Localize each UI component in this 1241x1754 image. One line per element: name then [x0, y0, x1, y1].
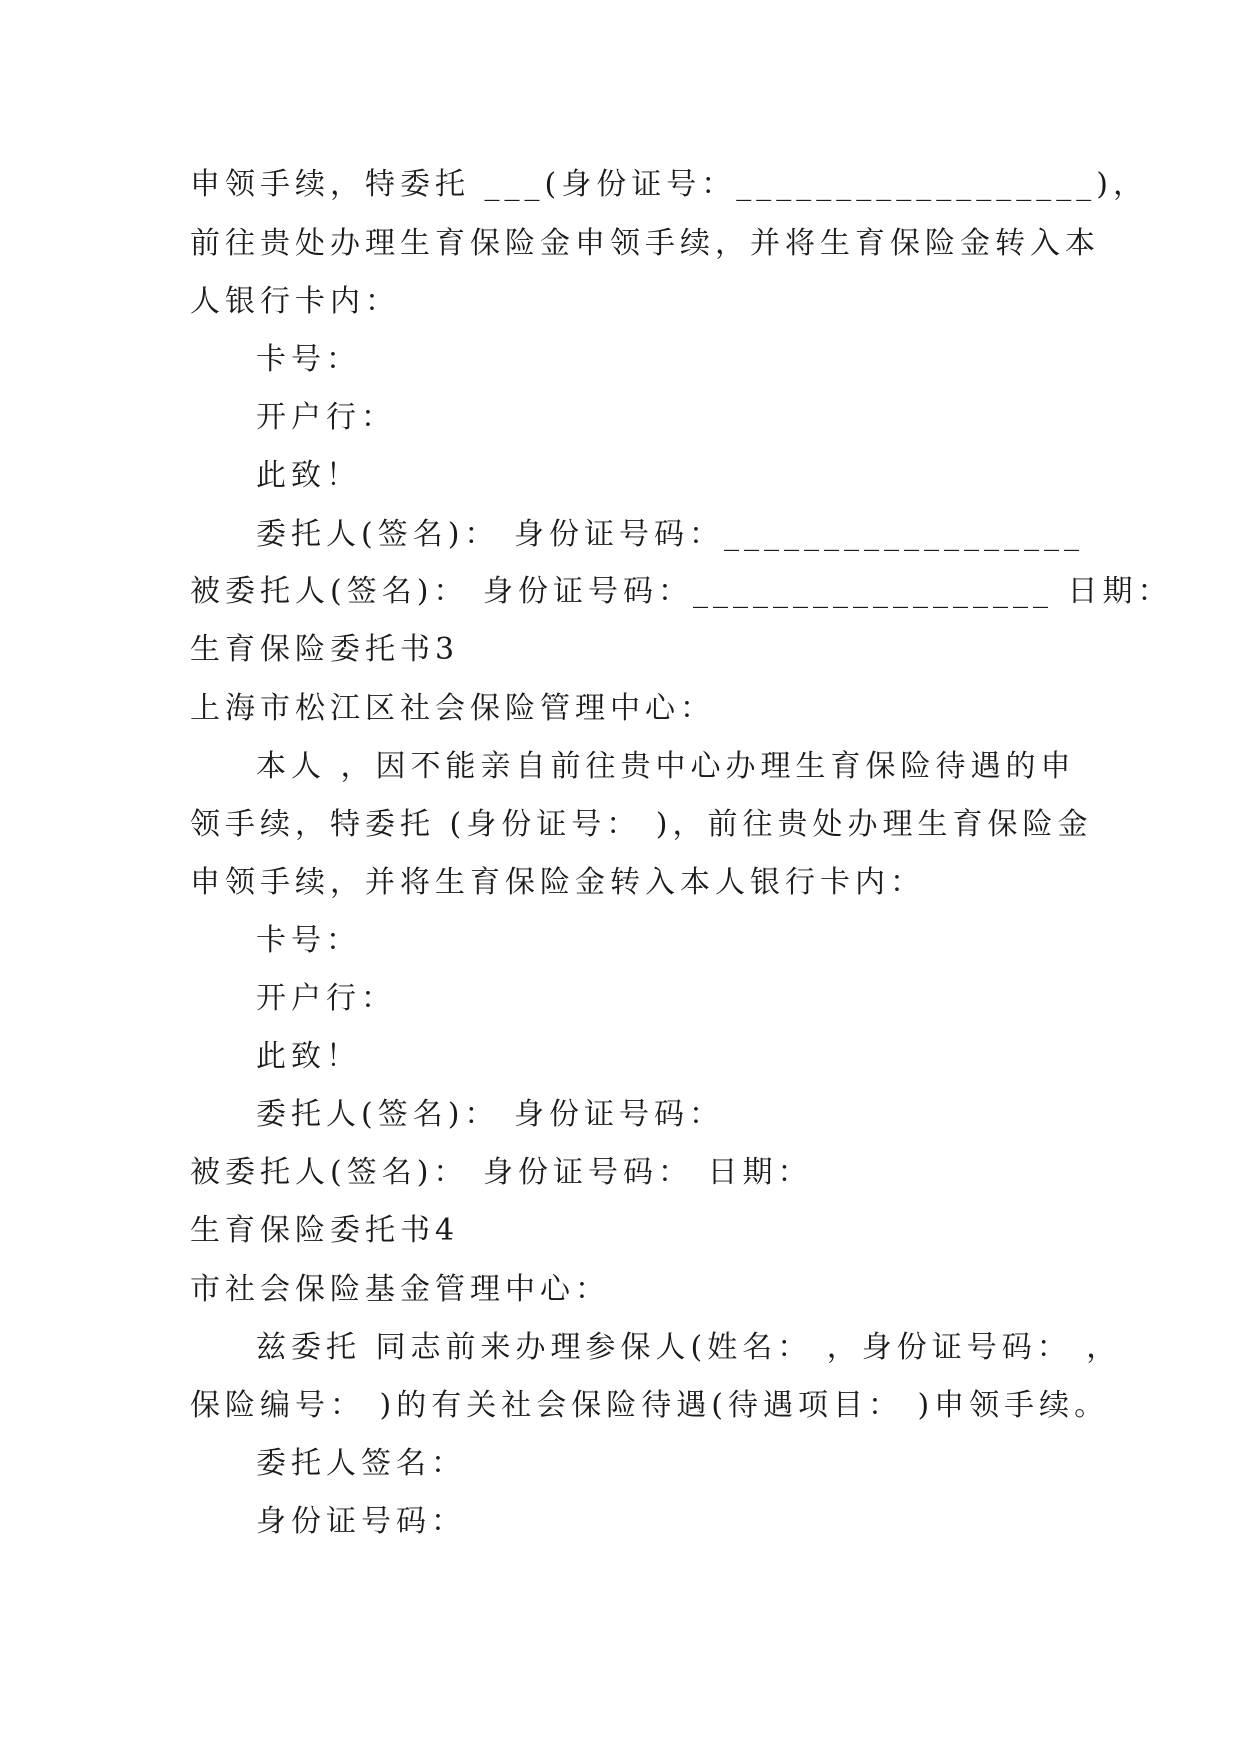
text-line: 委托人(签名)： 身份证号码：__________________ [256, 517, 1084, 552]
section-heading: 生育保险委托书4 [190, 1213, 460, 1248]
text-line: 开户行： [256, 981, 396, 1016]
text-line: 本人 ，因不能亲自前往贵中心办理生育保险待遇的申 [256, 749, 1076, 784]
text-line: 开户行： [256, 400, 396, 435]
text-line: 身份证号码： [256, 1504, 466, 1539]
text-line: 此致！ [256, 1039, 361, 1074]
text-line: 领手续，特委托 (身份证号： )，前往贵处办理生育保险金 [190, 807, 1093, 842]
recipient-line: 市社会保险基金管理中心： [190, 1272, 610, 1307]
text-line: 人银行卡内： [190, 284, 400, 319]
text-line: 此致！ [256, 458, 361, 493]
recipient-line: 上海市松江区社会保险管理中心： [190, 691, 715, 726]
text-line: 申领手续，特委托 ___(身份证号：__________________)， [190, 167, 1148, 202]
text-line: 卡号： [256, 923, 361, 958]
text-line: 被委托人(签名)： 身份证号码： 日期： [190, 1155, 813, 1190]
text-line: 卡号： [256, 342, 361, 377]
text-line: 保险编号： )的有关社会保险待遇(待遇项目： )申领手续。 [190, 1388, 1110, 1423]
section-heading: 生育保险委托书3 [190, 632, 460, 667]
text-line: 前往贵处办理生育保险金申领手续，并将生育保险金转入本 [190, 226, 1100, 261]
text-line: 申领手续，并将生育保险金转入本人银行卡内： [190, 865, 925, 900]
text-line: 委托人(签名)： 身份证号码： [256, 1097, 724, 1132]
text-line: 兹委托 同志前来办理参保人(姓名： ，身份证号码： ， [256, 1330, 1122, 1365]
text-line: 委托人签名： [256, 1446, 466, 1481]
text-line: 被委托人(签名)： 身份证号码：__________________ 日期： [190, 574, 1173, 609]
